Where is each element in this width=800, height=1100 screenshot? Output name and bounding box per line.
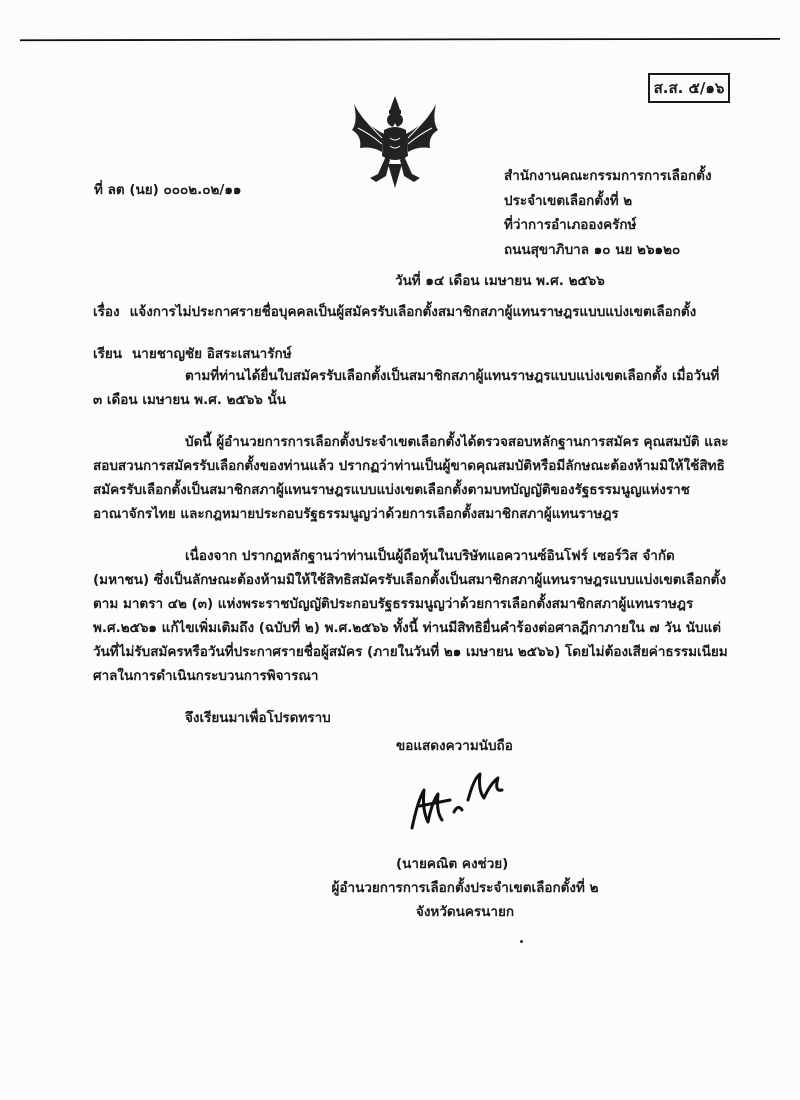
signer-name: (นายคณิต คงช่วย) bbox=[396, 856, 509, 872]
scan-speck bbox=[520, 940, 523, 943]
office-address bbox=[504, 164, 712, 262]
letter-date: วันที่ ๑๔ เดือน เมษายน พ.ศ. ๒๕๖๖ bbox=[395, 273, 605, 289]
subject-label: เรื่อง bbox=[93, 304, 120, 320]
body-paragraph: ตามที่ท่านได้ยื่นใบสมัครรับเลือกตั้งเป็นสมาชิกสภาผู้แทนราษฎรแบบแบ่งเขตเลือกตั้ง เมื่อวันที่ ๓ เดือน เมษายน พ.ศ. ๒๕๖๖ นั้น bbox=[93, 368, 720, 408]
letter-body bbox=[93, 364, 733, 730]
garuda-emblem-icon bbox=[348, 94, 442, 190]
address-line: ที่ว่าการอำเภอองครักษ์ bbox=[504, 217, 637, 233]
body-paragraph: เนื่องจาก ปรากฏหลักฐานว่าท่านเป็นผู้ถือหุ้นในบริษัทแอควานซ์อินโฟร์ เซอร์วิส จำกัด (มหาชน) ซึ่งเป็นลักษณะต้องห้ามมิให้ใช้สิทธิสมัครรับเลือกตั้งเป็นสมาชิกสภาผู้แทนราษฎรแบบแบ่งเขตเลือกตั้งตาม มาตรา ๔๒ (๓) แห่งพระราชบัญญัติประกอบรัฐธรรมนูญว่าด้วยการเลือกตั้งสมาชิกสภาผู้แทนราษฎร พ.ศ.๒๕๖๑ แก้ไขเพิ่มเติมถึง (ฉบับที่ ๒) พ.ศ.๒๕๖๖ ทั้งนี้ ท่านมีสิทธิยื่นคำร้องต่อศาลฎีกาภายใน ๗ วัน นับแต่วันที่ไม่รับสมัครหรือวันที่ประกาศรายชื่อผู้สมัคร (ภายในวันที่ ๒๑ เมษายน ๒๕๖๖) โดยไม่ต้องเสียค่าธรรมเนียมศาลในการดำเนินกระบวนการพิจารณา bbox=[93, 548, 728, 684]
address-line: ถนนสุขาภิบาล ๑๐ นย ๒๖๑๒๐ bbox=[504, 241, 681, 258]
address-line: สำนักงานคณะกรรมการการเลือกตั้ง bbox=[504, 168, 712, 184]
subject-line bbox=[93, 300, 696, 322]
signer-title-line: จังหวัดนครนายก bbox=[415, 904, 515, 920]
reference-number: ที่ ลต (นย) ๐๐๐๒.๐๒/๑๑ bbox=[94, 182, 242, 198]
closing-phrase: ขอแสดงความนับถือ bbox=[396, 738, 513, 754]
body-paragraph: บัดนี้ ผู้อำนวยการการเลือกตั้งประจำเขตเลือกตั้งได้ตรวจสอบหลักฐานการสมัคร คุณสมบัติ และสอบสวนการสมัครรับเลือกตั้งของท่านแล้ว ปรากฏว่าท่านเป็นผู้ขาดคุณสมบัติหรือมีลักษณะต้องห้ามมิให้ใช้สิทธิสมัครรับเลือกตั้งเป็นสมาชิกสภาผู้แทนราษฎรแบบแบ่งเขตเลือกตั้งตามบทบัญญัติของรัฐธรรมนูญแห่งราชอาณาจักรไทย และกฎหมายประกอบรัฐธรรมนูญว่าด้วยการเลือกตั้งสมาชิกสภาผู้แทนราษฎร bbox=[93, 434, 729, 522]
signer-title bbox=[330, 876, 600, 924]
address-line: ประจำเขตเลือกตั้งที่ ๒ bbox=[504, 192, 633, 209]
salutation-line bbox=[93, 342, 292, 364]
top-border-line bbox=[20, 38, 780, 41]
form-code-box: ส.ส. ๕/๑๖ bbox=[648, 73, 730, 103]
subject-text: แจ้งการไม่ประกาศรายชื่อบุคคลเป็นผู้สมัครรับเลือกตั้งสมาชิกสภาผู้แทนราษฎรแบบแบ่งเขตเลือกตั้ง bbox=[129, 304, 697, 320]
body-paragraph: จึงเรียนมาเพื่อโปรดทราบ bbox=[185, 710, 331, 726]
handwritten-signature bbox=[398, 760, 518, 838]
signer-title-line: ผู้อำนวยการการเลือกตั้งประจำเขตเลือกตั้งที่ ๒ bbox=[331, 880, 599, 896]
addressee-name: นายชาญชัย อิสระเสนารักษ์ bbox=[132, 346, 292, 362]
salutation-label: เรียน bbox=[93, 346, 123, 362]
